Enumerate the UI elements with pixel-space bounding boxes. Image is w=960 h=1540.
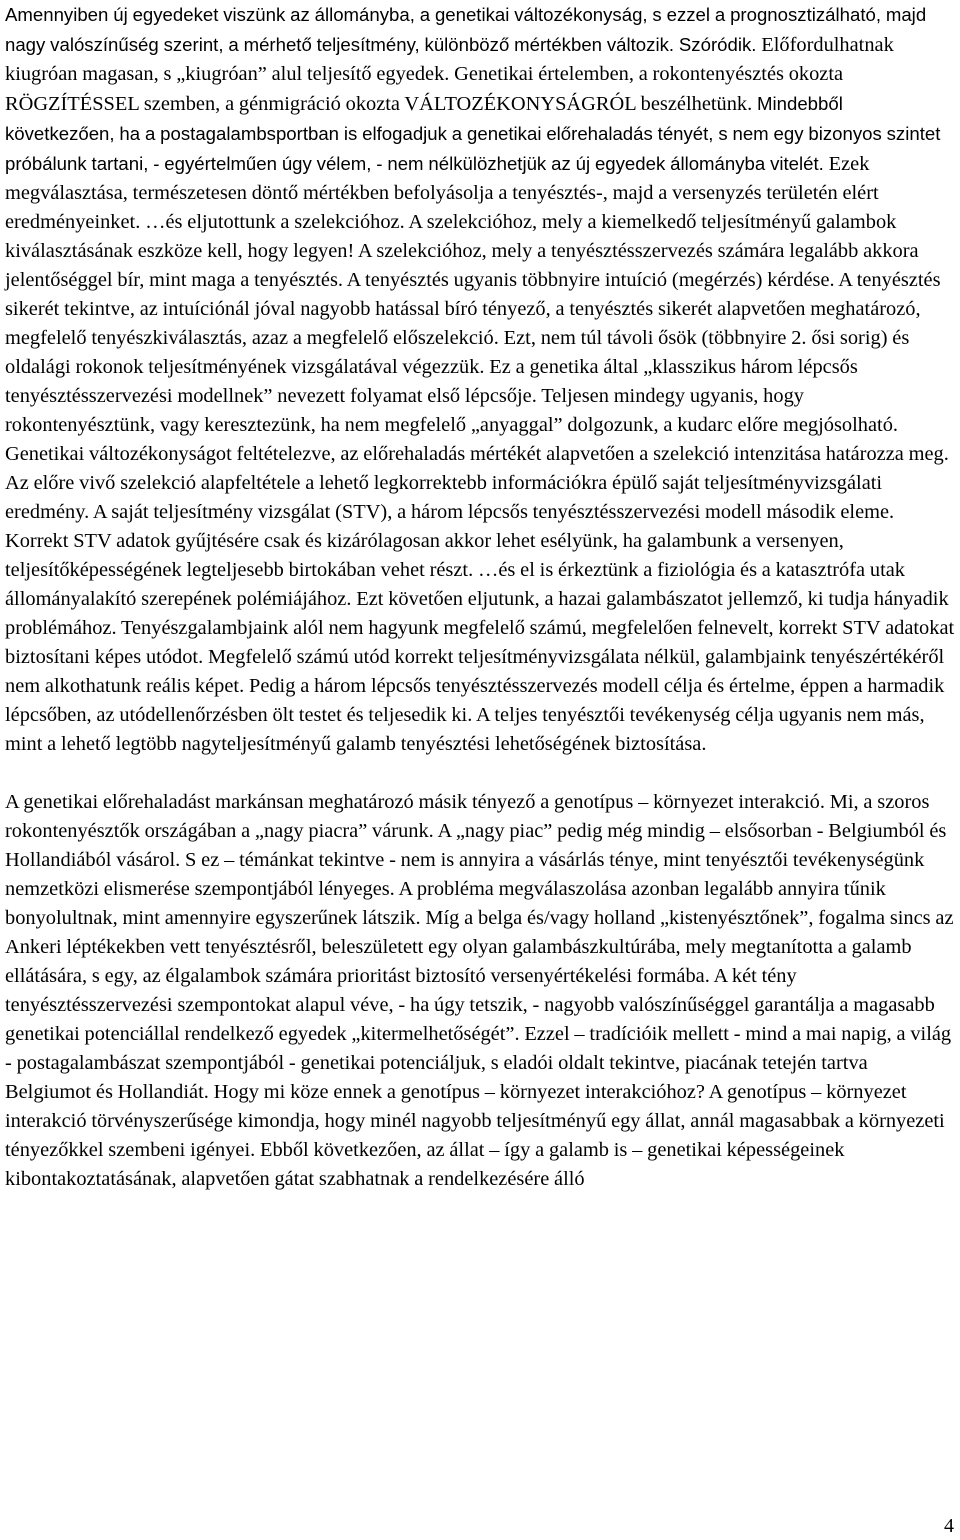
paragraph-1-segment-2: Előfordulhatnak kiugróan magasan, s „kiugróan” alul teljesítő egyedek. Genetikai értelemben, a rokontenyésztés okozta RÖGZÍTÉSSEL szemben, a génmigráció okozta VÁLTOZÉKONYSÁGRÓL beszélhetünk. — [5, 34, 894, 115]
paragraph-1-segment-1: Amennyiben új egyedeket viszünk az állományba, a genetikai változékonyság, s ezzel a prognosztizálható, majd nagy valószínűség szerint, a mérhető teljesítmény, különböző mértékben változik. Szóródik. — [5, 4, 927, 55]
document-page — [5, 0, 957, 1194]
paragraph-2 — [5, 788, 957, 1194]
paragraph-1-segment-3: Mindebből következően, ha a postagalambsportban is elfogadjuk a genetikai előrehaladás tényét, s nem egy bizonyos szintet próbálunk tartani, - egyértelműen úgy vélem, - nem nélkülözhetjük az új egyedek állományba vitelét. — [5, 93, 941, 174]
paragraph-1-segment-4: Ezek megválasztása, természetesen döntő mértékben befolyásolja a tenyésztés-, majd a versenyzés területén elért eredményeinket. …és eljutottunk a szelekcióhoz. A szelekcióhoz, mely a kiemelkedő teljesítményű galambok kiválasztásának eszköze kell, hogy legyen! A szelekcióhoz, mely a tenyésztésszervezés számára legalább akkora jelentőséggel bír, mint maga a tenyésztés. A tenyésztés ugyanis többnyire intuíció (megérzés) kérdése. A tenyésztés sikerét tekintve, az intuíciónál jóval nagyobb hatással bíró tényező, a tenyésztés sikerét alapvetően meghatározó, megfelelő tenyészkiválasztás, azaz a megfelelő előszelekció. Ezt, nem túl távoli ősök (többnyire 2. ősi sorig) és oldalági rokonok teljesítményének vizsgálatával végezzük. Ez a genetika által „klasszikus három lépcsős tenyésztésszervezési modellnek” nevezett folyamat első lépcsője. Teljesen mindegy ugyanis, hogy rokontenyésztünk, vagy keresztezünk, ha nem megfelelő „anyaggal” dolgozunk, a kudarc előre megjósolható. Genetikai változékonyságot feltételezve, az előrehaladás mértékét alapvetően a szelekció intenzitása határozza meg. Az előre vivő szelekció alapfeltétele a lehető legkorrektebb információkra épülő saját teljesítményvizsgálati eredmény. A saját teljesítmény vizsgálat (STV), a három lépcsős tenyésztésszervezési modell második eleme. Korrekt STV adatok gyűjtésére csak és kizárólagosan akkor lehet esélyünk, ha galambunk a versenyen, teljesítőképességének legteljesebb birtokában vehet részt. …és el is érkeztünk a fiziológia és a katasztrófa utak állományalakító szerepének polémiájához. Ezt követően eljutunk, a hazai galambászatot jellemző, ki tudja hányadik problémához. Tenyészgalambjaink alól nem hagyunk megfelelő számú, megfelelően felnevelt, korrekt STV adatokat biztosítani képes utódot. Megfelelő számú utód korrekt teljesítményvizsgálata nélkül, galambjaink tenyészértékéről nem alkothatunk reális képet. Pedig a három lépcsős tenyésztésszervezés modell célja és értelme, éppen a harmadik lépcsőben, az utódellenőrzésben ölt testet és teljesedik ki. A teljes tenyésztői tevékenység célja ugyanis nem más, mint a lehető legtöbb nagyteljesítményű galamb tenyésztési lehetőségének biztosítása. — [5, 153, 955, 755]
paragraph-2-segment-1: A genetikai előrehaladást markánsan meghatározó másik tényező a genotípus – környezet interakció. Mi, a szoros rokontenyésztők országában a „nagy piacra” várunk. A „nagy piac” pedig még mindig – elsősorban - Belgiumból és Hollandiából vásárol. S ez – témánkat tekintve - nem is annyira a vásárlás ténye, mint tenyésztői tevékenységünk nemzetközi elismerése szempontjából lényeges. A probléma megválaszolása azonban legalább annyira tűnik bonyolultnak, mint amennyire egyszerűnek látszik. Míg a belga és/vagy holland „kistenyésztőnek”, fogalma sincs az Ankeri léptékekben vett tenyésztésről, beleszületett egy olyan galambászkultúrába, mely megtanította a galamb ellátására, s egy, az élgalambok számára prioritást biztosító versenyértékelési formába. A két tény tenyésztésszervezési szempontokat alapul véve, - ha úgy tetszik, - nagyobb valószínűséggel garantálja a magasabb genetikai potenciállal rendelkező egyedek „kitermelhetőségét”. Ezzel – tradícióik mellett - mind a mai napig, a világ - postagalambászat szempontjából - genetikai potenciáljuk, s eladói oldalt tekintve, piacának tetején tartva Belgiumot és Hollandiát. Hogy mi köze ennek a genotípus – környezet interakcióhoz? A genotípus – környezet interakció törvényszerűsége kimondja, hogy minél nagyobb teljesítményű egy állat, annál magasabbak a környezeti tényezőkkel szembeni igényei. Ebből következően, az állat – így a galamb is – genetikai képességeinek kibontakoztatásának, alapvetően gátat szabhatnak a rendelkezésére álló — [5, 791, 954, 1190]
page-number: 4 — [944, 1515, 954, 1537]
paragraph-1 — [5, 0, 957, 759]
